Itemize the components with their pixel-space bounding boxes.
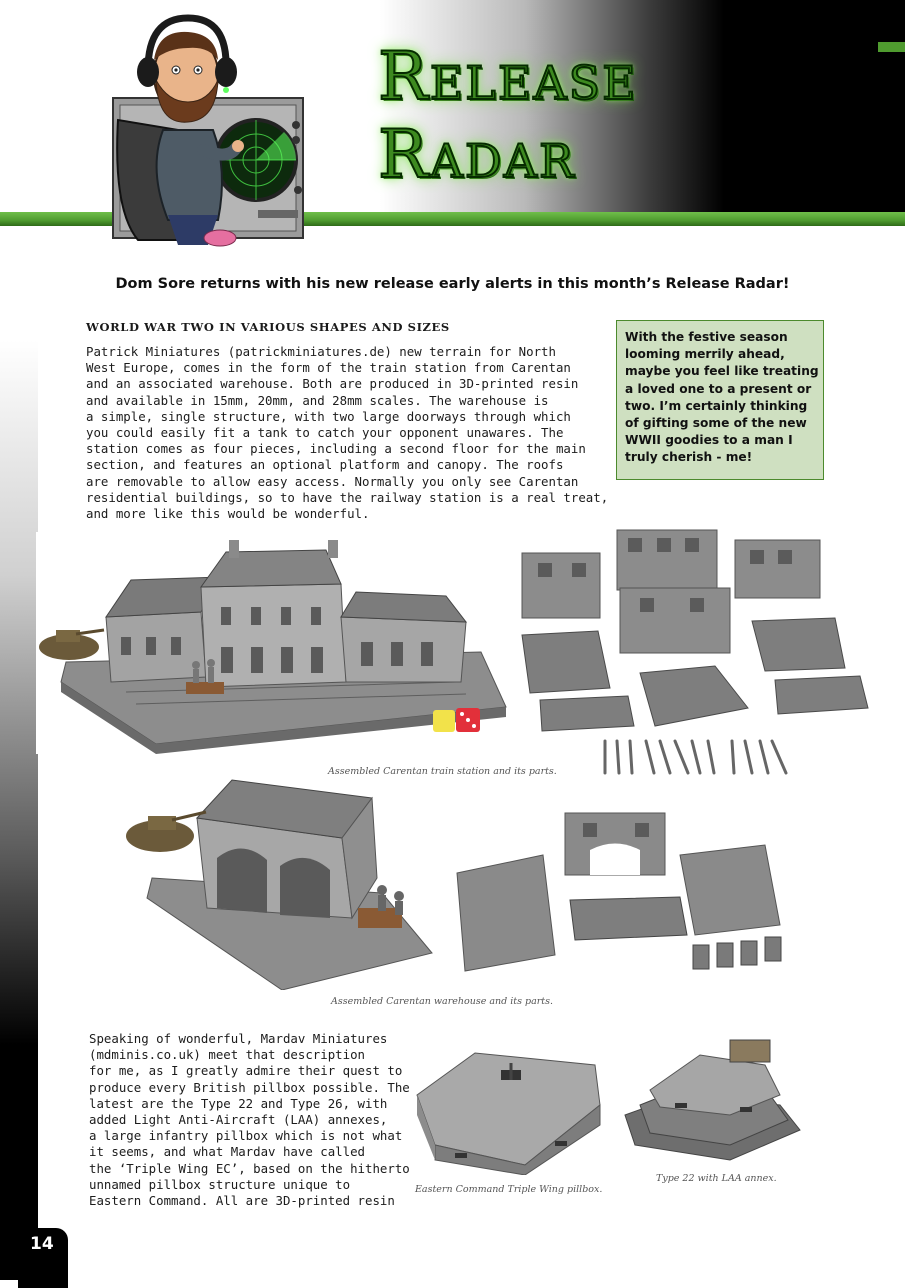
- caption-train-station: Assembled Carentan train station and its parts.: [328, 766, 557, 777]
- caption-warehouse: Assembled Carentan warehouse and its parts.: [331, 996, 553, 1007]
- photo-warehouse-parts: [455, 805, 795, 977]
- photo-type-22-pillbox: [620, 1035, 805, 1163]
- article-paragraph-mardav-miniatures: Speaking of wonderful, Mardav Miniatures (mdminis.co.uk) meet that description for me, as I greatly admire their quest to produce every British pillbox possible. The latest are the Type 22 and Type 26, with added Light Anti-Aircraft (LAA) annexes, a large infantry pillbox which is not what it seems, and what Mardav have called the ‘Triple Wing EC’, based on the hitherto unnamed pillbox structure unique to Eastern Command. All are 3D-printed resin: [89, 1031, 410, 1209]
- sidebar-box: With the festive season looming merrily ahead, maybe you feel like treating a loved one to a present or two. I’m certainly thinking of gifting some of the new WWII goodies to a man I truly cherish - me!: [616, 320, 824, 480]
- caption-triple-wing: Eastern Command Triple Wing pillbox.: [415, 1184, 603, 1195]
- title-line-radar: Radar: [378, 116, 576, 193]
- photo-train-station-parts: [520, 528, 875, 778]
- photo-triple-wing-pillbox: [415, 1045, 605, 1175]
- title-line-release: Release: [378, 38, 638, 115]
- photo-warehouse-assembled: [122, 778, 434, 990]
- photo-train-station-assembled: [36, 532, 526, 754]
- article-paragraph-patrick-miniatures: Patrick Miniatures (patrickminiatures.de) new terrain for North West Europe, comes in the form of the train station from Carentan and an associated warehouse. Both are produced in 3D-printed resin and available in 15mm, 20mm, and 28mm scales. The warehouse is a simple, single structure, with two large doorways through which you could easily fit a tank to catch your opponent unawares. The station comes as four pieces, including a second floor for the main section, and features an optional platform and canopy. The roofs are removable to allow easy access. Normally you only see Carentan residential buildings, so to have the railway station is a real treat, and more like this would be wonderful.: [86, 344, 609, 522]
- section-heading: WORLD WAR TWO IN VARIOUS SHAPES AND SIZES: [86, 320, 450, 334]
- caption-type-22: Type 22 with LAA annex.: [656, 1173, 777, 1184]
- page-number: 14: [30, 1234, 54, 1254]
- header-green-accent: [878, 42, 905, 52]
- mascot-illustration: [108, 10, 313, 265]
- intro-standfirst: Dom Sore returns with his new release early alerts in this month’s Release Radar!: [115, 276, 790, 292]
- page-edge-gradient: [0, 340, 38, 1280]
